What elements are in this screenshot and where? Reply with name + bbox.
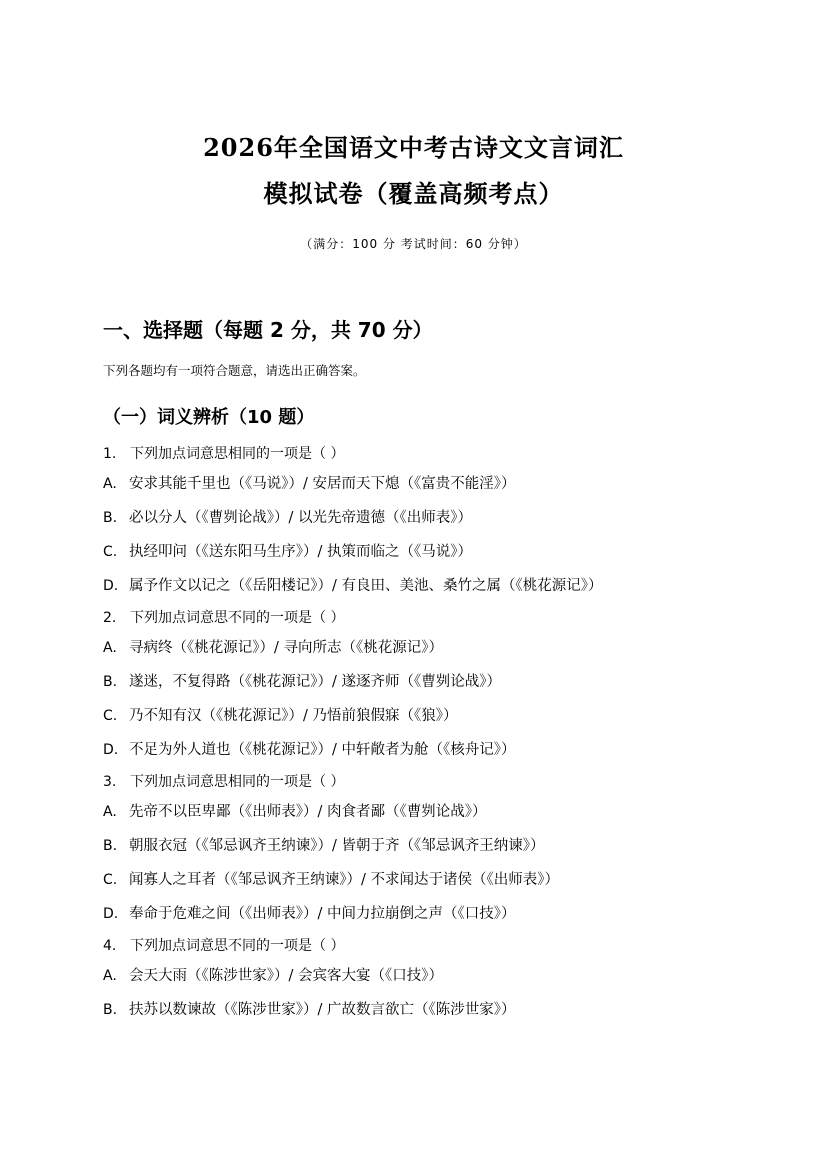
- option-text: 执经叩问（《送东阳马生序》）/ 执策而临之（《马说》）: [129, 544, 472, 560]
- section-instruction: 下列各题均有一项符合题意，请选出正确答案。: [103, 363, 366, 378]
- question-stem: [103, 770, 803, 795]
- option-letter: A.: [103, 968, 117, 984]
- question-item: [103, 934, 803, 1027]
- option-letter: A.: [103, 476, 117, 492]
- paper-title-line1: 2026年全国语文中考古诗文文言词汇: [203, 133, 624, 162]
- question-item: [103, 606, 803, 767]
- question-text: 下列加点词意思相同的一项是（ ）: [130, 446, 345, 462]
- question-stem: [103, 934, 803, 959]
- question-number: 1.: [103, 446, 117, 462]
- answer-option[interactable]: [103, 863, 803, 897]
- option-letter: C.: [103, 544, 118, 560]
- option-letter: B.: [103, 1002, 118, 1018]
- subsection-title: （一）词义辨析（10 题）: [103, 407, 315, 428]
- question-list: [103, 442, 803, 1030]
- answer-option[interactable]: [103, 897, 803, 931]
- option-letter: B.: [103, 674, 118, 690]
- exam-info: （满分：100 分 考试时间：60 分钟）: [300, 237, 527, 251]
- answer-option[interactable]: [103, 665, 803, 699]
- answer-option[interactable]: [103, 535, 803, 569]
- option-text: 遂迷，不复得路（《桃花源记》）/ 遂逐齐师（《曹刿论战》）: [129, 674, 501, 690]
- answer-option[interactable]: [103, 993, 803, 1027]
- question-text: 下列加点词意思不同的一项是（ ）: [130, 938, 345, 954]
- answer-option[interactable]: [103, 467, 803, 501]
- option-letter: B.: [103, 838, 118, 854]
- answer-option[interactable]: [103, 631, 803, 665]
- question-number: 2.: [103, 610, 117, 626]
- question-text: 下列加点词意思相同的一项是（ ）: [130, 774, 345, 790]
- answer-option[interactable]: [103, 733, 803, 767]
- option-text: 寻病终（《桃花源记》）/ 寻向所志（《桃花源记》）: [129, 640, 443, 656]
- option-text: 朝服衣冠（《邹忌讽齐王纳谏》）/ 皆朝于齐（《邹忌讽齐王纳谏》）: [129, 838, 545, 854]
- option-letter: C.: [103, 872, 118, 888]
- paper-title-line2: 模拟试卷（覆盖高频考点）: [263, 179, 564, 208]
- option-text: 闻寡人之耳者（《邹忌讽齐王纳谏》）/ 不求闻达于诸侯（《出师表》）: [129, 872, 559, 888]
- question-number: 4.: [103, 938, 117, 954]
- section-title: 一、选择题（每题 2 分，共 70 分）: [103, 318, 433, 342]
- option-letter: D.: [103, 578, 119, 594]
- option-text: 奉命于危难之间（《出师表》）/ 中间力拉崩倒之声（《口技》）: [129, 906, 516, 922]
- option-letter: D.: [103, 906, 119, 922]
- option-letter: B.: [103, 510, 118, 526]
- option-text: 扶苏以数谏故（《陈涉世家》）/ 广故数言欲亡（《陈涉世家》）: [129, 1002, 516, 1018]
- answer-option[interactable]: [103, 699, 803, 733]
- option-letter: A.: [103, 804, 117, 820]
- question-text: 下列加点词意思不同的一项是（ ）: [130, 610, 345, 626]
- question-item: [103, 442, 803, 603]
- answer-option[interactable]: [103, 795, 803, 829]
- answer-option[interactable]: [103, 959, 803, 993]
- option-text: 乃不知有汉（《桃花源记》）/ 乃悟前狼假寐（《狼》）: [129, 708, 458, 724]
- answer-option[interactable]: [103, 501, 803, 535]
- question-stem: [103, 606, 803, 631]
- option-text: 会天大雨（《陈涉世家》）/ 会宾客大宴（《口技》）: [129, 968, 443, 984]
- question-number: 3.: [103, 774, 117, 790]
- option-text: 安求其能千里也（《马说》）/ 安居而天下熄（《富贵不能淫》）: [129, 476, 516, 492]
- answer-option[interactable]: [103, 569, 803, 603]
- option-text: 必以分人（《曹刿论战》）/ 以光先帝遗德（《出师表》）: [129, 510, 472, 526]
- option-text: 属予作文以记之（《岳阳楼记》）/ 有良田、美池、桑竹之属（《桃花源记》）: [129, 578, 603, 594]
- answer-option[interactable]: [103, 829, 803, 863]
- option-letter: D.: [103, 742, 119, 758]
- option-text: 先帝不以臣卑鄙（《出师表》）/ 肉食者鄙（《曹刿论战》）: [129, 804, 487, 820]
- option-text: 不足为外人道也（《桃花源记》）/ 中轩敞者为舱（《核舟记》）: [129, 742, 516, 758]
- question-stem: [103, 442, 803, 467]
- option-letter: A.: [103, 640, 117, 656]
- option-letter: C.: [103, 708, 118, 724]
- question-item: [103, 770, 803, 931]
